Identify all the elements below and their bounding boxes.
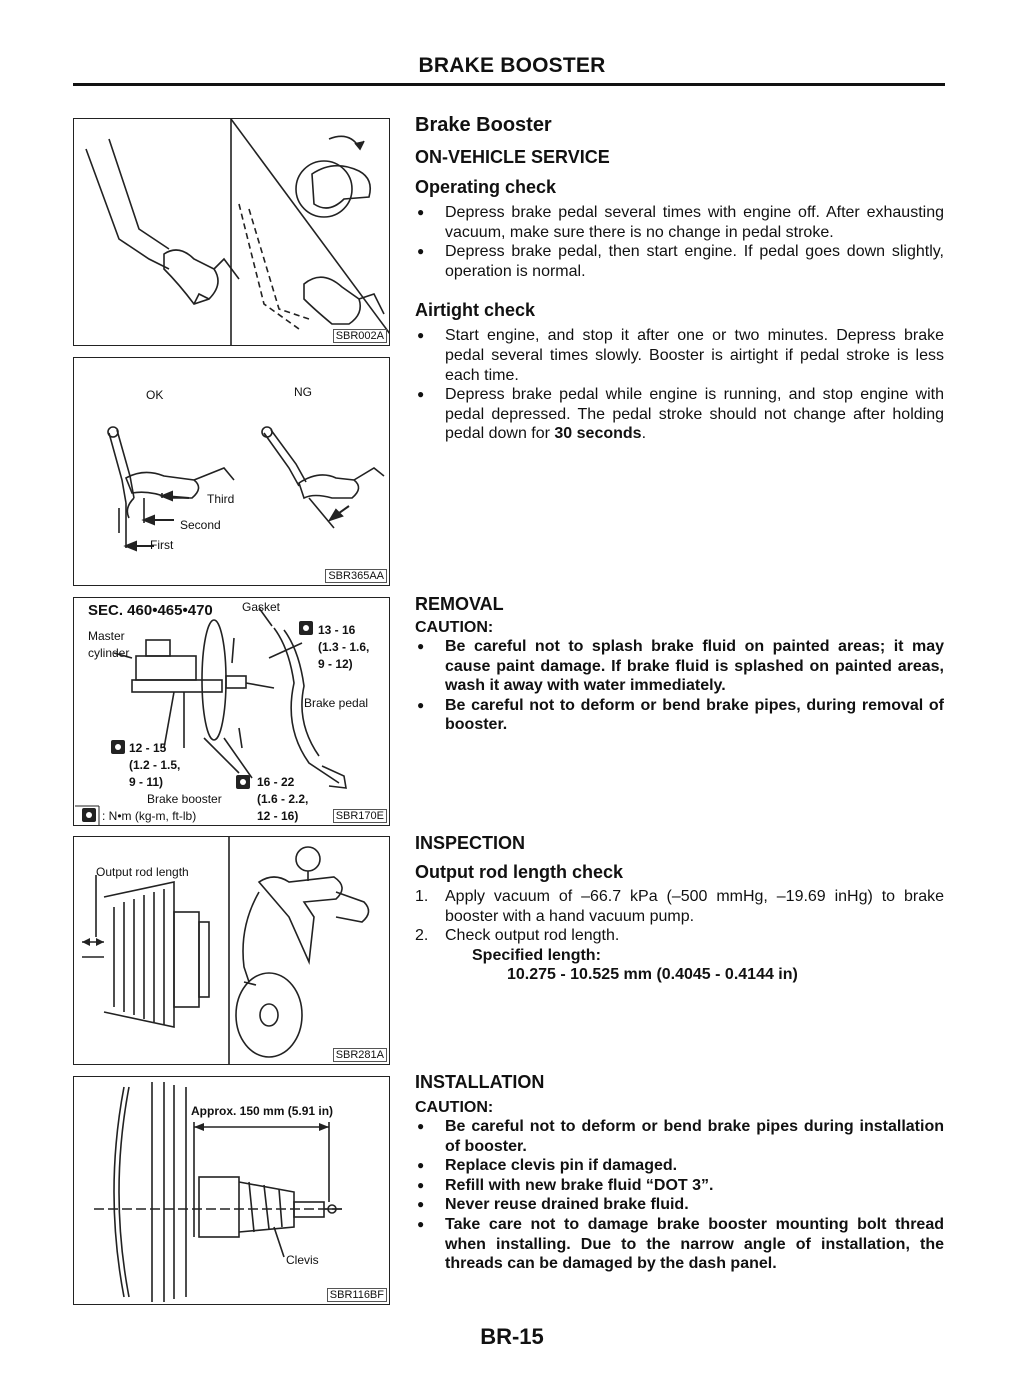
item-text: Depress brake pedal while engine is running, and stop engine with pedal depressed. The pedal stroke should not change after holding pedal down for xyxy=(445,386,944,443)
spec-label: Specified length: xyxy=(472,946,601,964)
removal-heading: REMOVAL xyxy=(415,594,504,614)
page-number: BR-15 xyxy=(480,1324,544,1349)
label-units: : N•m (kg-m, ft-lb) xyxy=(102,809,197,823)
section-inspection xyxy=(415,833,944,985)
label-clevis: Clevis xyxy=(286,1253,319,1267)
operating-check-heading: Operating check xyxy=(415,177,557,197)
label-output-rod-length: Output rod length xyxy=(96,865,189,879)
page-header-title: BRAKE BOOSTER xyxy=(418,54,606,77)
label-brake-booster: Brake booster xyxy=(147,792,222,806)
label-approx: Approx. 150 mm (5.91 in) xyxy=(191,1104,334,1118)
step-number: 2. xyxy=(415,927,429,945)
list-item: ● Take care not to damage brake booster mounting bolt thread when installing. Due to the narrow angle of installation, the threads can be damaged by the dash panel. xyxy=(415,1215,944,1274)
list-item: ● Be careful not to deform or bend brake pipes during installation of booster. xyxy=(415,1117,944,1156)
list-item: ● Start engine, and stop it after one or two minutes. Depress brake pedal several times slowly. Booster is airtight if pedal stroke is less each time. xyxy=(415,326,944,385)
item-text-end: . xyxy=(641,425,647,443)
label-torque-a: 13 - 16 (1.3 - 1.6, 9 - 12) xyxy=(318,623,370,671)
operating-check-list xyxy=(415,203,944,281)
airtight-check-heading: Airtight check xyxy=(415,300,536,321)
list-item: ● Depress brake pedal, then start engine. If pedal goes down slightly, operation is normal. xyxy=(415,242,944,281)
step-item xyxy=(415,887,944,926)
step-number: 1. xyxy=(415,888,429,905)
on-vehicle-service-heading: ON-VEHICLE SERVICE xyxy=(415,147,610,167)
figure-id: SBR116BF xyxy=(327,1288,387,1302)
figure-id: SBR281A xyxy=(333,1048,387,1062)
list-item: ● Refill with new brake fluid “DOT 3”. xyxy=(415,1176,944,1196)
label-third: Third xyxy=(207,492,235,506)
figure-id: SBR170E xyxy=(333,809,387,823)
list-item xyxy=(415,385,944,444)
label-master-cylinder: Master cylinder xyxy=(88,629,130,660)
section-title: Brake Booster xyxy=(415,114,552,136)
item-emphasis: 30 seconds xyxy=(554,425,642,443)
step-text: Check output rod length. xyxy=(445,927,620,945)
installation-list xyxy=(415,1117,944,1274)
label-sec: SEC. 460•465•470 xyxy=(88,602,213,619)
step-text: Apply vacuum of –66.7 kPa (–500 mmHg, –19.69 inHg) to brake booster with a hand vacuum pump. xyxy=(445,888,944,925)
list-item: ● Never reuse drained brake fluid. xyxy=(415,1195,944,1215)
header-rule xyxy=(73,83,945,86)
figure-id: SBR002A xyxy=(333,329,387,343)
step-item xyxy=(415,926,944,946)
figure-installation xyxy=(73,1076,390,1305)
list-item: ● Be careful not to splash brake fluid on painted areas; it may cause paint damage. If brake fluid is splashed on painted areas, wash it away with water immediately. xyxy=(415,637,944,696)
section-brake-booster xyxy=(415,114,944,444)
label-gasket: Gasket xyxy=(242,600,281,614)
label-torque-b: 12 - 15 (1.2 - 1.5, 9 - 11) xyxy=(129,741,181,789)
airtight-pedal-illustration xyxy=(74,358,390,586)
figure-airtight-check xyxy=(73,357,390,586)
inspection-steps xyxy=(415,887,944,946)
figure-pedal-operation xyxy=(73,118,390,346)
label-ok: OK xyxy=(146,388,164,402)
installation-heading: INSTALLATION xyxy=(415,1072,545,1092)
inspection-heading: INSPECTION xyxy=(415,833,526,853)
removal-caution: CAUTION: xyxy=(415,619,494,636)
pedal-operation-illustration xyxy=(74,119,390,346)
label-first: First xyxy=(150,538,174,552)
list-item: ● Depress brake pedal several times with engine off. After exhausting vacuum, make sure there is no change in pedal stroke. xyxy=(415,203,944,242)
figure-output-rod xyxy=(73,836,390,1065)
label-brake-pedal: Brake pedal xyxy=(304,696,369,710)
figure-removal-diagram xyxy=(73,597,390,826)
section-installation xyxy=(415,1072,944,1274)
list-item: ● Be careful not to deform or bend brake pipes, during removal of booster. xyxy=(415,696,944,735)
label-torque-c: 16 - 22 (1.6 - 2.2, 12 - 16) xyxy=(257,775,309,823)
list-item: ● Replace clevis pin if damaged. xyxy=(415,1156,944,1176)
figure-id: SBR365AA xyxy=(325,569,387,583)
label-ng: NG xyxy=(294,385,312,399)
airtight-check-list xyxy=(415,326,944,444)
installation-caution: CAUTION: xyxy=(415,1099,494,1116)
output-rod-check-heading: Output rod length check xyxy=(415,862,624,882)
section-removal xyxy=(415,594,944,735)
label-second: Second xyxy=(180,518,221,532)
removal-list xyxy=(415,637,944,735)
spec-value: 10.275 - 10.525 mm (0.4045 - 0.4144 in) xyxy=(507,966,798,984)
